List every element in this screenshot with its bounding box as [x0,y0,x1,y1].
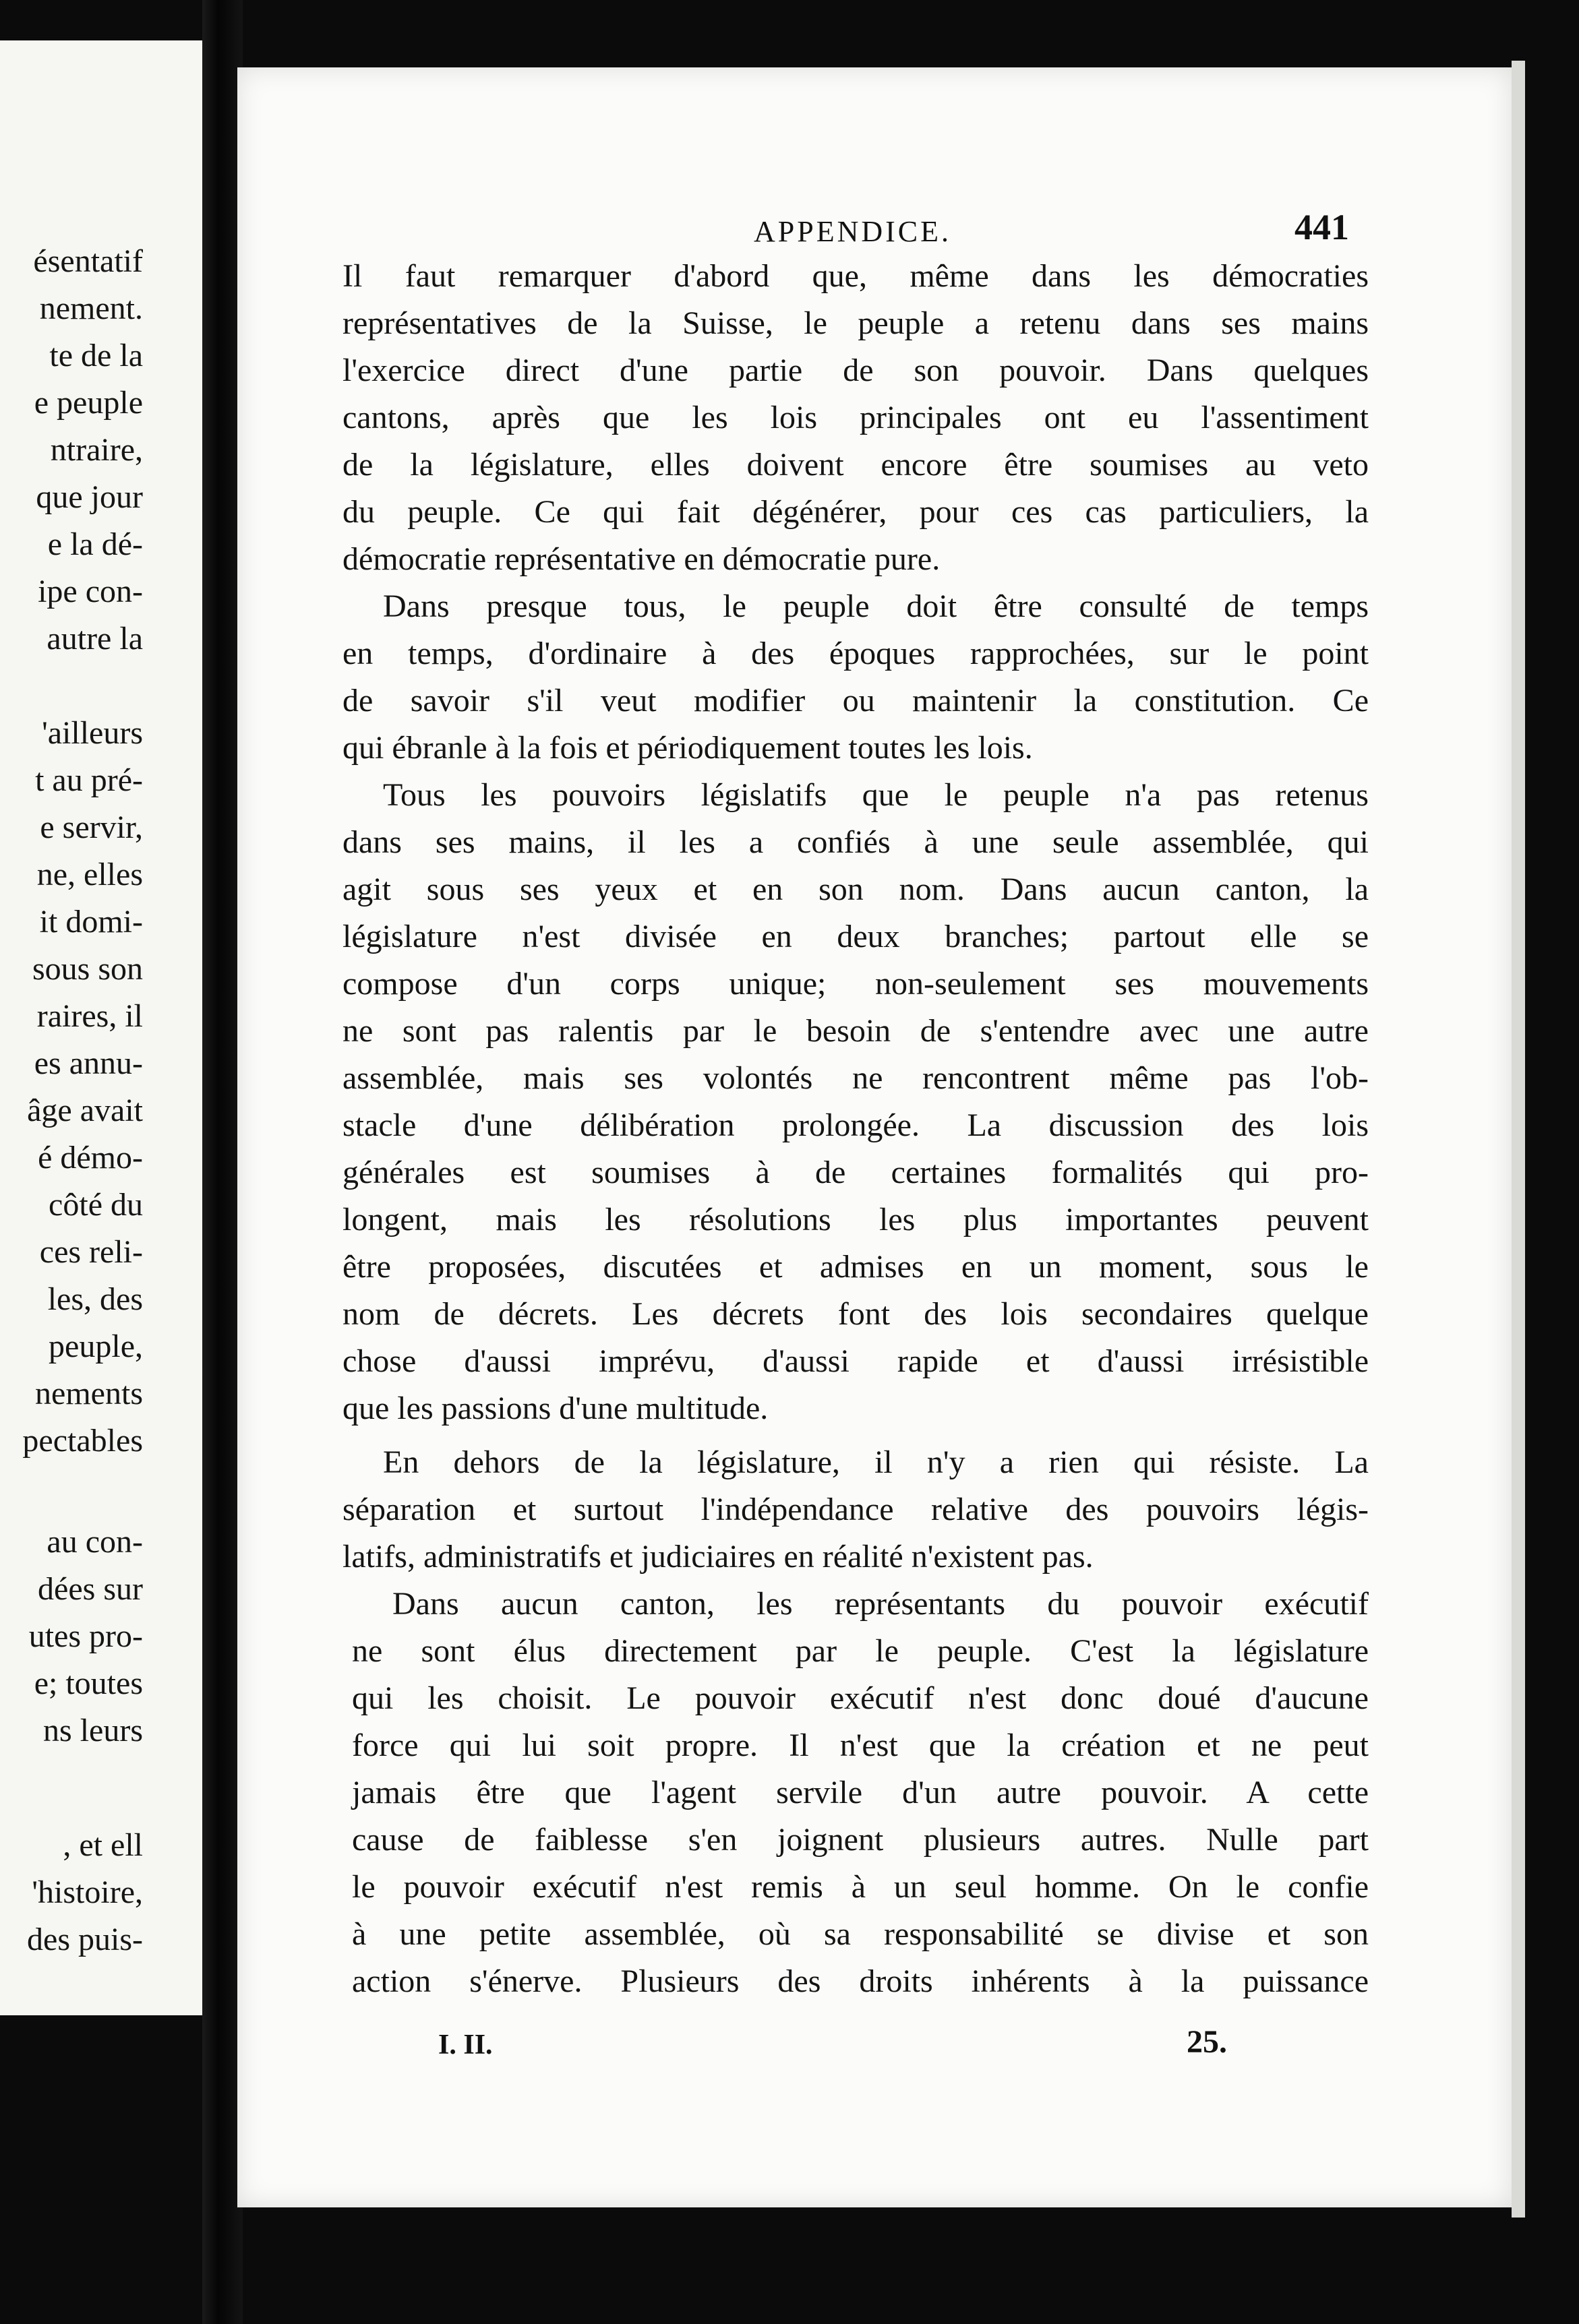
left-page-line: sous son [32,951,143,987]
left-page-line: e; toutes [34,1665,143,1701]
body-line: latifs, administratifs et judiciaires en réalité n'existent pas. [342,1539,1094,1574]
page-number: 441 [1294,207,1349,247]
left-page-line: , et ell [63,1827,143,1863]
left-page-line: ntraire, [50,432,143,468]
body-line: générales est soumises à de certaines formalités qui pro- [342,1155,1369,1190]
signature-mark: I. II. [438,2029,493,2060]
left-page-line: pectables [22,1423,143,1459]
left-page-line: des puis- [27,1922,143,1957]
body-line: être proposées, discutées et admises en un moment, sous le [342,1249,1369,1285]
body-line: en temps, d'ordinaire à des époques rapprochées, sur le point [342,636,1369,671]
body-line: séparation et surtout l'indépendance relative des pouvoirs légis- [342,1492,1369,1527]
body-line: assemblée, mais ses volontés ne rencontrent même pas l'ob- [342,1060,1369,1096]
body-line: que les passions d'une multitude. [342,1390,769,1426]
body-line: agit sous ses yeux et en son nom. Dans aucun canton, la [342,872,1369,907]
body-line: du peuple. Ce qui fait dégénérer, pour ces cas particuliers, la [342,494,1369,530]
left-page-line: it domi- [39,904,143,940]
left-page-line: autre la [47,621,143,656]
left-page-line: au con- [47,1524,143,1560]
body-line: En dehors de la législature, il n'y a rien qui résiste. La [383,1444,1369,1480]
left-page-line: dées sur [38,1571,143,1607]
body-line: action s'énerve. Plusieurs des droits inhérents à la puissance [352,1963,1369,1999]
left-page-line: ésentatif [33,243,143,279]
body-line: l'exercice direct d'une partie de son pouvoir. Dans quelques [342,353,1369,388]
body-line: compose d'un corps unique; non-seulement ses mouvements [342,966,1369,1002]
running-head: APPENDICE. [754,215,952,248]
body-line: Dans presque tous, le peuple doit être consulté de temps [383,588,1369,624]
body-line: cause de faiblesse s'en joignent plusieurs autres. Nulle part [352,1822,1369,1858]
left-page-line: âge avait [27,1093,143,1128]
left-page-line: peuple, [49,1328,143,1364]
body-line: à une petite assemblée, où sa responsabilité se divise et son [352,1916,1369,1952]
body-line: représentatives de la Suisse, le peuple a retenu dans ses mains [342,305,1369,341]
left-page-line: ne, elles [36,857,143,892]
left-page-line: es annu- [34,1045,143,1081]
body-line: démocratie représentative en démocratie pure. [342,541,941,577]
left-page-line: nement. [39,290,143,326]
body-line: dans ses mains, il les a confiés à une seule assemblée, qui [342,824,1369,860]
body-line: qui les choisit. Le pouvoir exécutif n'est donc doué d'aucune [352,1680,1369,1716]
left-page-line: e la dé- [47,526,143,562]
body-line: stacle d'une délibération prolongée. La discussion des lois [342,1107,1369,1143]
body-line: Dans aucun canton, les représentants du pouvoir exécutif [392,1586,1369,1622]
body-line: Il faut remarquer d'abord que, même dans les démocraties [342,258,1369,294]
body-line: cantons, après que les lois principales ont eu l'assentiment [342,400,1369,435]
body-line: législature n'est divisée en deux branches; partout elle se [342,919,1369,954]
body-line: Tous les pouvoirs législatifs que le peuple n'a pas retenus [383,777,1369,813]
left-page-line: 'ailleurs [42,715,143,751]
body-line: qui ébranle à la fois et périodiquement toutes les lois. [342,730,1033,766]
left-page-line: t au pré- [35,762,143,798]
body-line: jamais être que l'agent servile d'un autre pouvoir. A cette [352,1775,1369,1810]
left-page-line: que jour [36,479,143,515]
signature-number: 25. [1187,2024,1227,2060]
body-line: longent, mais les résolutions les plus importantes peuvent [342,1202,1369,1237]
left-page-line: ns leurs [43,1713,143,1748]
left-page-line: 'histoire, [32,1874,143,1910]
left-page-line: te de la [49,338,143,373]
body-line: le pouvoir exécutif n'est remis à un seul homme. On le confie [352,1869,1369,1905]
left-page-line: nements [35,1376,143,1411]
body-line: nom de décrets. Les décrets font des lois secondaires quelque [342,1296,1369,1332]
body-line: force qui lui soit propre. Il n'est que la création et ne peut [352,1727,1369,1763]
left-page-line: côté du [49,1187,143,1223]
left-page-line: e peuple [34,385,143,421]
left-page-line: é démo- [38,1140,143,1175]
body-line: ne sont élus directement par le peuple. C'est la législature [352,1633,1369,1669]
left-page-line: ipe con- [38,574,143,609]
left-page-line: utes pro- [28,1618,143,1654]
body-line: de la législature, elles doivent encore être soumises au veto [342,447,1369,483]
left-page-line: e servir, [40,809,143,845]
left-page-line: ces reli- [39,1234,143,1270]
left-page-line: raires, il [36,998,143,1034]
body-line: de savoir s'il veut modifier ou maintenir la constitution. Ce [342,683,1369,718]
body-line: chose d'aussi imprévu, d'aussi rapide et d'aussi irrésistible [342,1343,1369,1379]
body-line: ne sont pas ralentis par le besoin de s'entendre avec une autre [342,1013,1369,1049]
left-page-line: les, des [47,1281,143,1317]
